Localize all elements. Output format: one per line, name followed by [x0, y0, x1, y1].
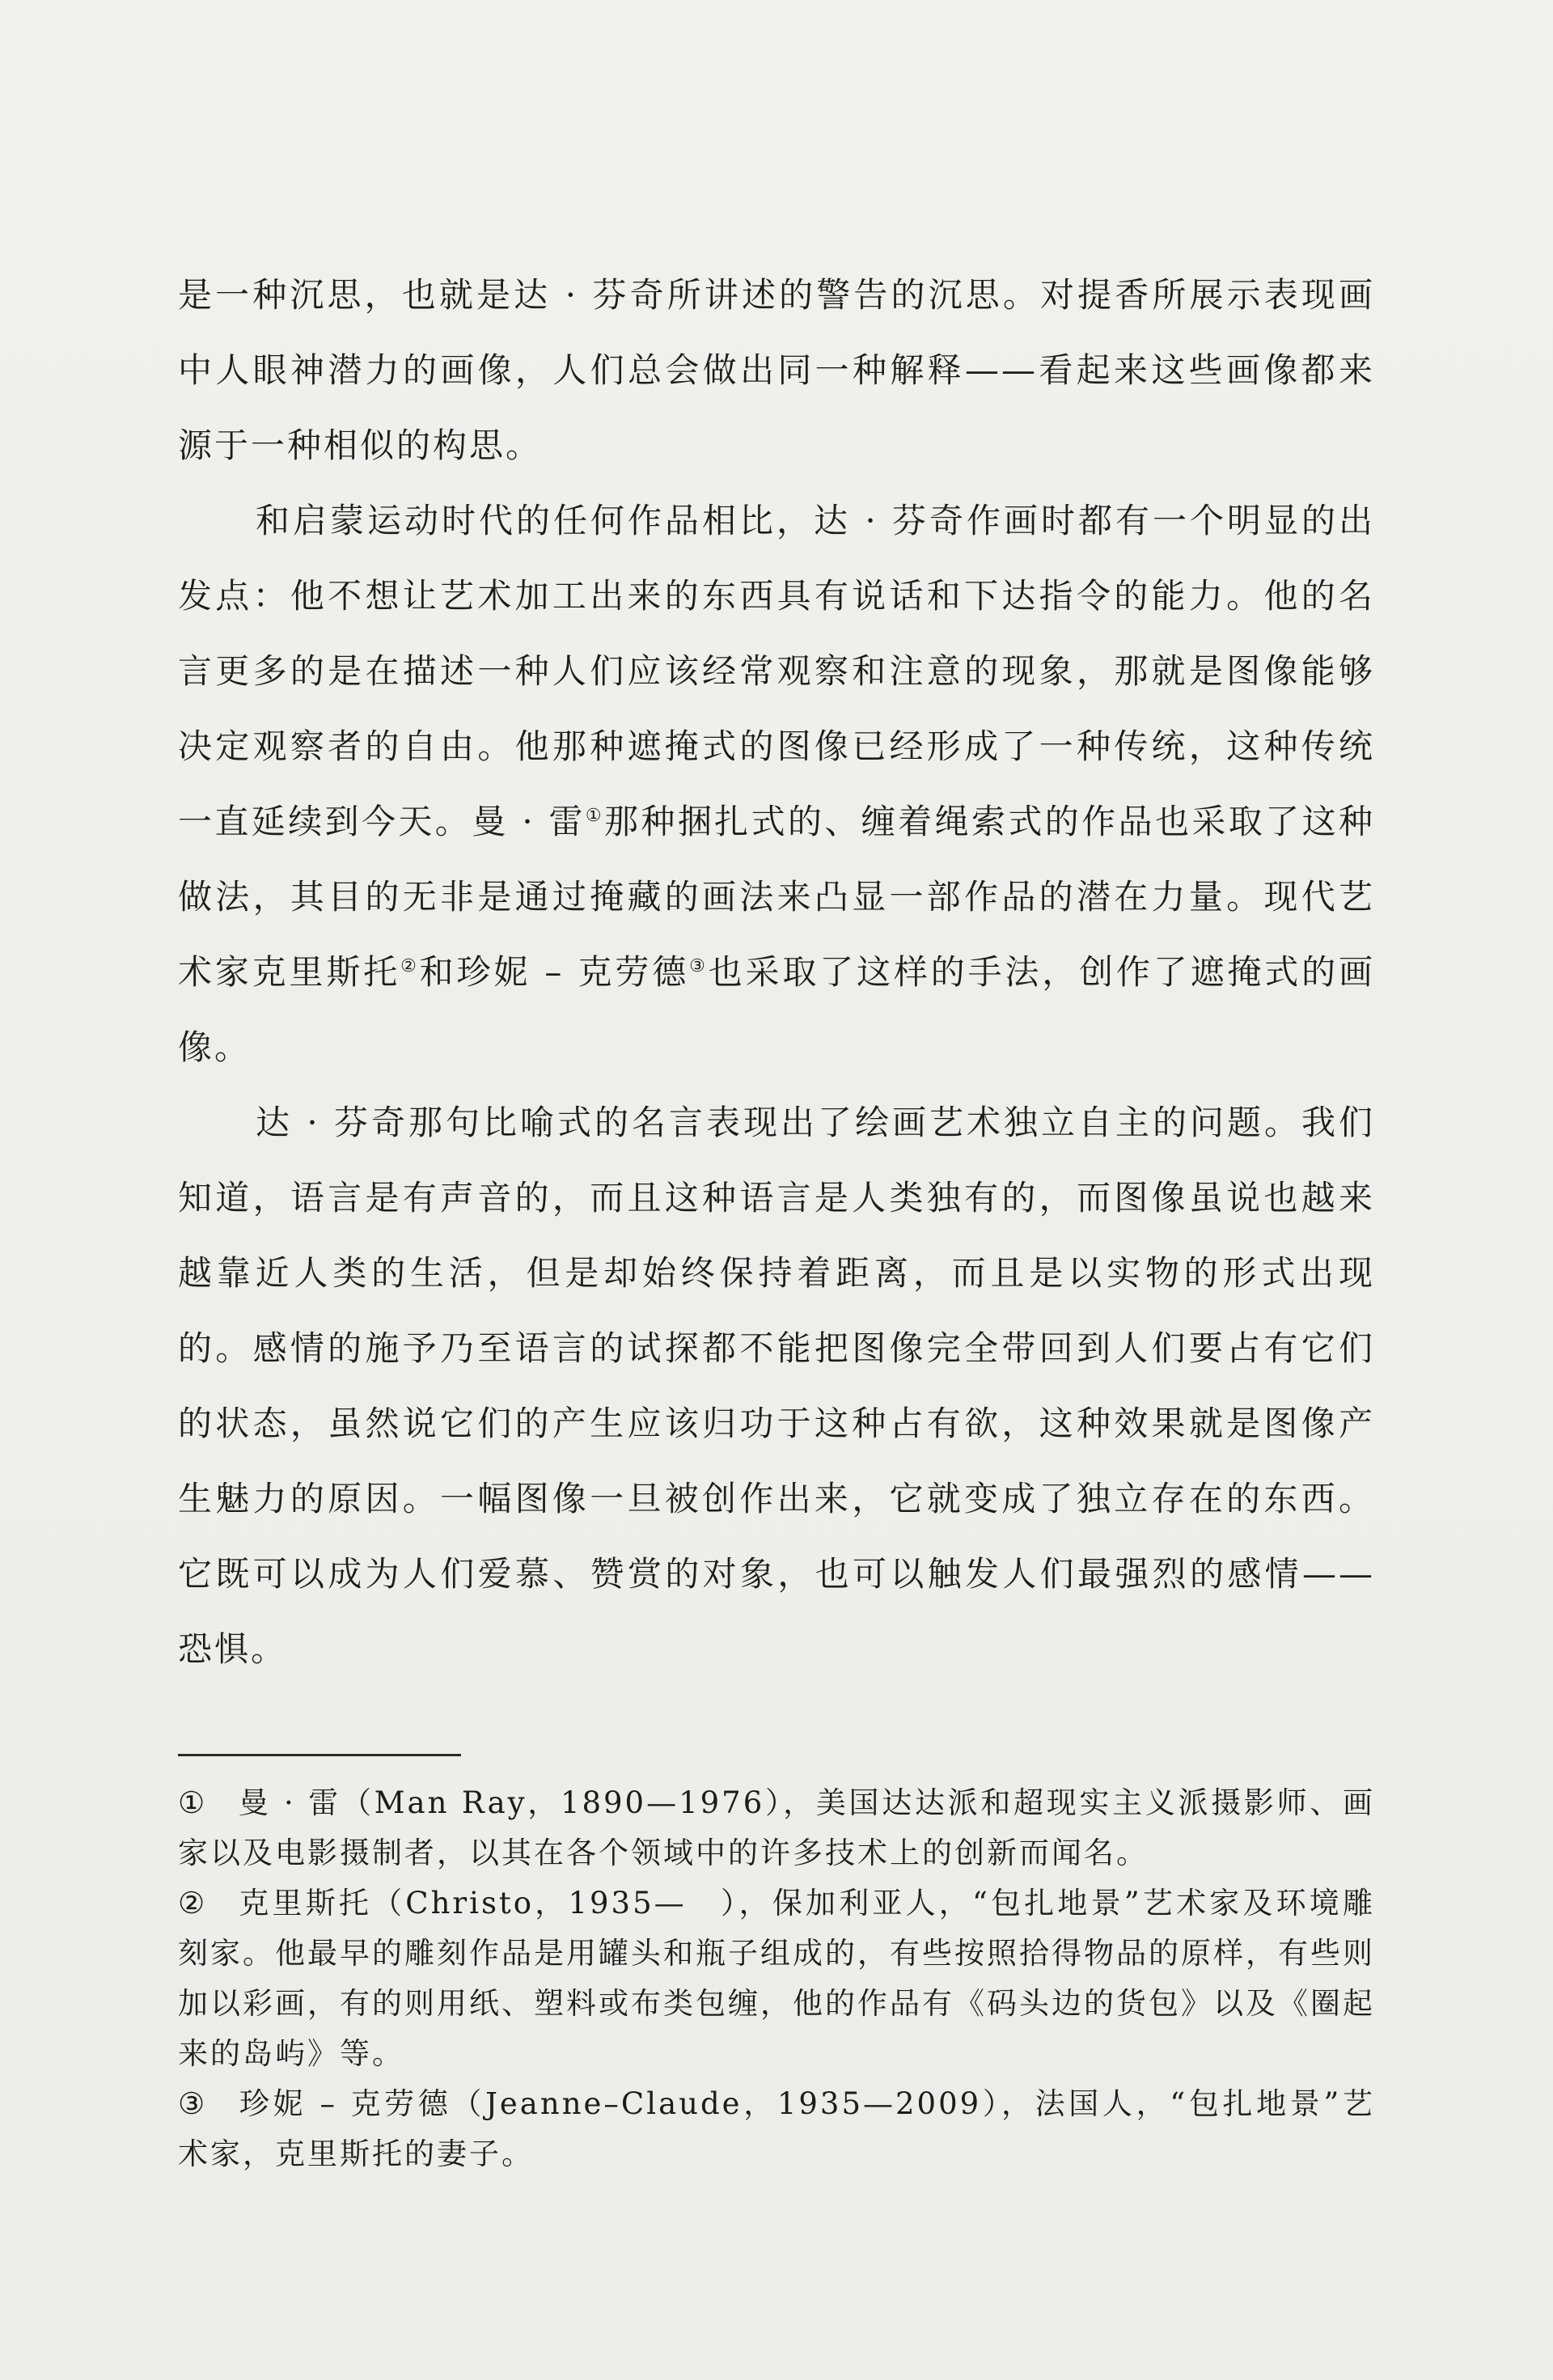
footnote-marker: ① — [178, 1785, 208, 1820]
paragraph-text: 达 · 芬奇那句比喻式的名言表现出了绘画艺术独立自主的问题。我们知道，语言是有声音的，而且这种语言是人类独有的，而图像虽说也越来越靠近人类的生活，但是却始终保持着距离，而且是以实物的形式出现的。感情的施予乃至语言的试探都不能把图像完全带回到人们要占有它们的状态，虽然说它们的产生应该归功于这种占有欲，这种效果就是图像产生魅力的原因。一幅图像一旦被创作出来，它就变成了独立存在的东西。它既可以成为人们爱慕、赞赏的对象，也可以触发人们最强烈的感情——恐惧。 — [178, 1103, 1375, 1669]
paragraph-text: 那种捆扎式的、缠着绳索式的作品也采取了这种做法，其目的无非是通过掩藏的画法来凸显一部作品的潜在力量。现代艺术家克里斯托 — [178, 802, 1375, 992]
paragraph-text: 和珍妮 – 克劳德 — [419, 952, 690, 992]
footnote-marker: ③ — [178, 2086, 209, 2121]
footnote-reference: ③ — [689, 956, 709, 976]
footnote-text: 曼 · 雷（Man Ray，1890—1976），美国达达派和超现实主义派摄影师、画家以及电影摄制者，以其在各个领域中的许多技术上的创新而闻名。 — [178, 1785, 1376, 1870]
paragraph — [178, 483, 1375, 1085]
footnote-text: 珍妮 – 克劳德（Jeanne–Claude，1935—2009），法国人，“包扎地景”艺术家，克里斯托的妻子。 — [178, 2086, 1375, 2171]
paragraph-text: 是一种沉思，也就是达 · 芬奇所讲述的警告的沉思。对提香所展示表现画中人眼神潜力的画像，人们总会做出同一种解释——看起来这些画像都来源于一种相似的构思。 — [178, 275, 1375, 465]
footnote-reference: ① — [585, 806, 604, 826]
footnote — [178, 1878, 1375, 2079]
footnotes — [178, 1778, 1375, 2179]
paragraph-text: 和启蒙运动时代的任何作品相比，达 · 芬奇作画时都有一个明显的出发点：他不想让艺术加工出来的东西具有说话和下达指令的能力。他的名言更多的是在描述一种人们应该经常观察和注意的现象，那就是图像能够决定观察者的自由。他那种遮掩式的图像已经形成了一种传统，这种传统一直延续到今天。曼 · 雷 — [178, 501, 1375, 841]
footnote — [178, 2079, 1375, 2179]
paragraph — [178, 1085, 1375, 1687]
footnote — [178, 1778, 1375, 1878]
footnote-reference: ② — [400, 956, 420, 976]
body-text — [178, 257, 1375, 1687]
paragraph-text: 也采取了这样的手法，创作了遮掩式的画像。 — [178, 952, 1375, 1067]
paragraph — [178, 257, 1375, 483]
footnote-divider — [178, 1754, 461, 1756]
footnote-text: 克里斯托（Christo，1935— ），保加利亚人，“包扎地景”艺术家及环境雕刻家。他最早的雕刻作品是用罐头和瓶子组成的，有些按照拾得物品的原样，有些则加以彩画，有的则用纸、塑料或布类包缠，他的作品有《码头边的货包》以及《圈起来的岛屿》等。 — [178, 1886, 1375, 2071]
footnote-marker: ② — [178, 1886, 209, 1921]
